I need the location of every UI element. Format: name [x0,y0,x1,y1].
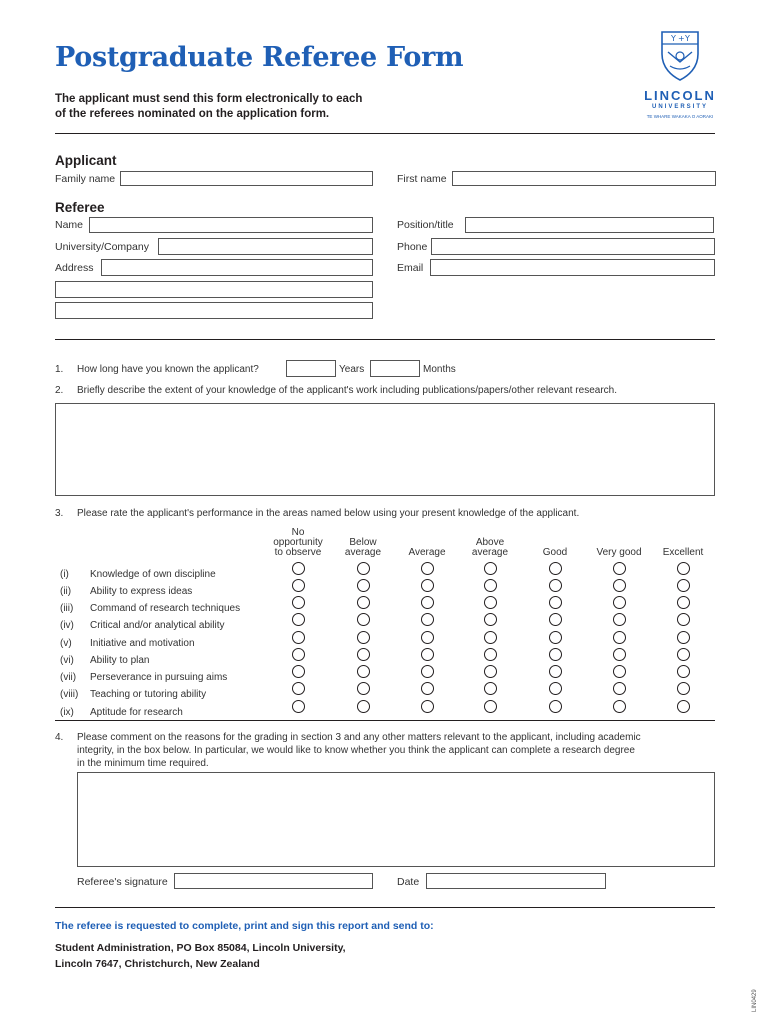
rating-radio[interactable] [484,700,497,713]
q3-text: Please rate the applicant's performance in the areas named below using your present knowledge of the applicant. [77,508,580,519]
q2-textarea[interactable] [55,403,715,496]
rating-column-header: Above [475,537,505,548]
referee-heading: Referee [55,200,105,215]
referee-name-label: Name [55,219,84,231]
rating-row-label: Ability to plan [90,655,150,666]
family-name-label: Family name [55,173,116,185]
rating-radio[interactable] [292,700,305,713]
rating-radio[interactable] [677,665,690,678]
rating-radio[interactable] [549,562,562,575]
q1-number: 1. [55,364,64,375]
q1-text: How long have you known the applicant? [77,364,259,375]
svg-text:Y: Y [685,34,690,43]
rating-radio[interactable] [421,682,434,695]
rating-row-number: (viii) [60,689,79,700]
university-crest-icon [658,28,702,82]
rating-radio[interactable] [484,648,497,661]
referee-name-input[interactable] [89,217,373,233]
rating-radio[interactable] [357,562,370,575]
rating-radio[interactable] [677,700,690,713]
university-input[interactable] [158,238,373,255]
rating-row-label: Perseverance in pursuing aims [90,672,228,683]
rating-radio[interactable] [421,648,434,661]
svg-text:+: + [678,34,685,43]
rating-column-header: opportunity [273,537,323,548]
rating-column-header: Below [349,537,377,548]
family-name-input[interactable] [120,171,373,186]
rating-radio[interactable] [484,596,497,609]
q3-number: 3. [55,508,64,519]
rating-row-label: Ability to express ideas [90,586,193,597]
position-input[interactable] [465,217,714,233]
rating-radio[interactable] [613,682,626,695]
rating-column-header: Excellent [662,547,704,558]
intro-line-2: of the referees nominated on the application form. [55,108,330,120]
date-label: Date [397,876,420,888]
rating-radio[interactable] [292,562,305,575]
rating-column-header: Very good [596,547,642,558]
svg-text:Y: Y [671,34,676,43]
rating-row-number: (ix) [60,707,74,718]
rating-row-number: (vi) [60,655,74,666]
rating-radio[interactable] [677,648,690,661]
q4-line-2: integrity, in the box below. In particular, we would like to know whether you think the applicant can complete a research degree [77,745,635,756]
rating-radio[interactable] [421,665,434,678]
rating-row-number: (ii) [60,586,72,597]
applicant-heading: Applicant [55,153,117,168]
rating-radio[interactable] [484,631,497,644]
rating-radio[interactable] [549,613,562,626]
form-code: LIN0429 [752,989,758,1012]
rating-radio[interactable] [292,579,305,592]
rating-radio[interactable] [613,579,626,592]
rating-radio[interactable] [549,648,562,661]
rating-radio[interactable] [292,682,305,695]
university-label: University/Company [55,241,149,253]
footer-instruction: The referee is requested to complete, print and sign this report and send to: [55,920,434,932]
q3-divider [55,720,715,721]
q4-line-3: in the minimum time required. [77,758,209,769]
rating-radio[interactable] [677,631,690,644]
rating-radio[interactable] [549,579,562,592]
footer-address [55,940,346,972]
q2-text: Briefly describe the extent of your knowledge of the applicant's work including publications/papers/other relevant research. [77,385,617,396]
rating-radio[interactable] [549,631,562,644]
rating-radio[interactable] [549,682,562,695]
months-input[interactable] [370,360,420,377]
address-label: Address [55,262,94,274]
rating-radio[interactable] [613,613,626,626]
rating-radio[interactable] [484,562,497,575]
rating-row-number: (v) [60,638,72,649]
header-divider [55,133,715,134]
rating-radio[interactable] [549,596,562,609]
logo-sub: UNIVERSITY [651,104,708,110]
intro-text [55,92,435,122]
position-label: Position/title [397,219,454,231]
footer-address-line-2: Lincoln 7647, Christchurch, New Zealand [55,958,260,970]
rating-radio[interactable] [677,613,690,626]
footer-address-line-1: Student Administration, PO Box 85084, Lincoln University, [55,942,346,954]
rating-radio[interactable] [421,562,434,575]
rating-row-label: Command of research techniques [90,603,241,614]
rating-row-label: Critical and/or analytical ability [90,620,225,631]
logo-tagline: TE WHARE WAKAKA O AORAKI [646,114,714,119]
rating-column-header: average [471,547,509,558]
rating-row-number: (iv) [60,620,74,631]
rating-radio[interactable] [549,665,562,678]
rating-radio[interactable] [613,700,626,713]
rating-radio[interactable] [484,665,497,678]
rating-radio[interactable] [292,648,305,661]
rating-radio[interactable] [549,700,562,713]
months-label: Months [423,364,456,375]
rating-radio[interactable] [677,596,690,609]
rating-row-label: Initiative and motivation [90,638,195,649]
email-input[interactable] [430,259,715,276]
page-title: Postgraduate Referee Form [55,42,464,73]
rating-radio[interactable] [677,579,690,592]
rating-radio[interactable] [357,700,370,713]
address-input-3[interactable] [55,302,373,319]
q4-number: 4. [55,732,64,743]
lincoln-logo [636,28,724,124]
rating-radio[interactable] [357,579,370,592]
q4-textarea[interactable] [77,772,715,867]
signature-input[interactable] [174,873,373,889]
first-name-input[interactable] [452,171,716,186]
q2-number: 2. [55,385,64,396]
rating-radio[interactable] [421,579,434,592]
rating-radio[interactable] [421,596,434,609]
referee-divider [55,339,715,340]
address-input-2[interactable] [55,281,373,298]
rating-radio[interactable] [357,631,370,644]
rating-radio[interactable] [484,613,497,626]
email-label: Email [397,262,424,274]
phone-input[interactable] [431,238,715,255]
rating-radio[interactable] [292,596,305,609]
rating-radio[interactable] [357,665,370,678]
years-label: Years [339,364,365,375]
rating-radio[interactable] [484,579,497,592]
rating-radio[interactable] [357,596,370,609]
rating-row-number: (vii) [60,672,77,683]
rating-radio[interactable] [613,596,626,609]
rating-row-label: Knowledge of own discipline [90,569,216,580]
rating-column-header: average [344,547,382,558]
rating-radio[interactable] [292,613,305,626]
rating-radio[interactable] [613,562,626,575]
rating-row-label: Aptitude for research [90,707,183,718]
rating-column-header: Good [542,547,568,558]
rating-radio[interactable] [292,665,305,678]
rating-radio[interactable] [484,682,497,695]
rating-radio[interactable] [613,665,626,678]
rating-radio[interactable] [357,682,370,695]
rating-row-label: Teaching or tutoring ability [90,689,207,700]
rating-radio[interactable] [421,613,434,626]
rating-column-header: to observe [274,547,322,558]
logo-name: LINCOLN [644,88,716,103]
rating-row-number: (iii) [60,603,74,614]
first-name-label: First name [397,173,447,185]
rating-radio[interactable] [677,682,690,695]
rating-radio[interactable] [421,700,434,713]
date-input[interactable] [426,873,606,889]
q4-text [77,731,641,770]
rating-radio[interactable] [613,648,626,661]
footer-divider [55,907,715,908]
rating-radio[interactable] [677,562,690,575]
rating-radio[interactable] [292,631,305,644]
rating-radio[interactable] [357,613,370,626]
address-input-1[interactable] [101,259,373,276]
rating-row-number: (i) [60,569,69,580]
signature-label: Referee's signature [77,876,168,888]
q4-line-1: Please comment on the reasons for the grading in section 3 and any other matters relevant to the applicant, including academic [77,732,641,743]
phone-label: Phone [397,241,428,253]
years-input[interactable] [286,360,336,377]
rating-radio[interactable] [613,631,626,644]
rating-column-header: No [291,527,305,538]
rating-radio[interactable] [357,648,370,661]
rating-column-header: Average [408,547,446,558]
intro-line-1: The applicant must send this form electronically to each [55,93,363,105]
rating-radio[interactable] [421,631,434,644]
